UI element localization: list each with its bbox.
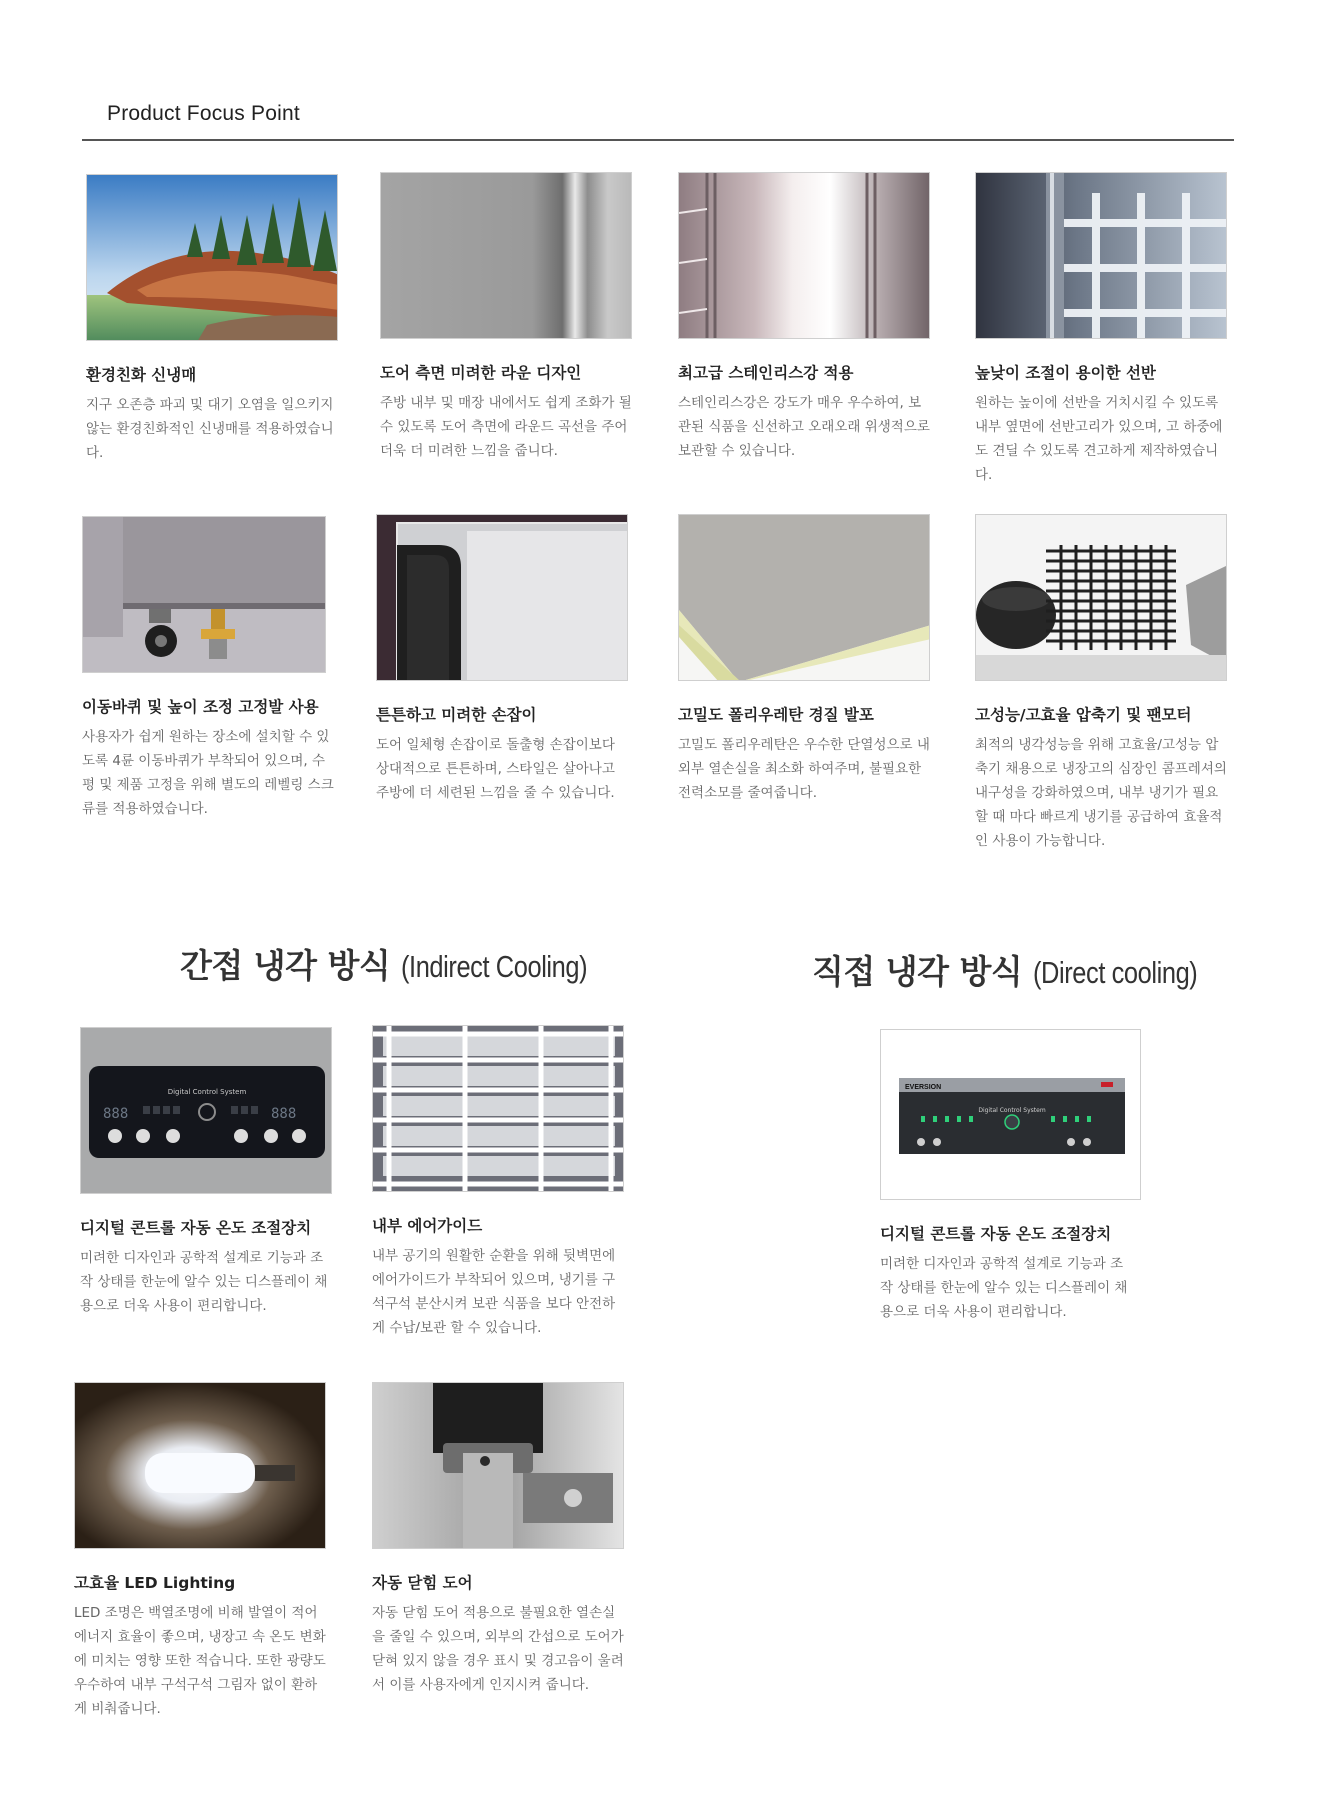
feature-card <box>678 514 940 805</box>
feature-title: 최고급 스테인리스강 적용 <box>678 364 854 382</box>
indirect-item <box>372 1382 634 1697</box>
item-desc: 자동 닫힘 도어 적용으로 불필요한 열손실을 줄일 수 있으며, 외부의 간섭으로 도어가 닫혀 있지 않을 경우 표시 및 경고음이 울려서 이를 사용자에게 인지시켜 줍니다. <box>372 1605 624 1693</box>
item-title: 자동 닫힘 도어 <box>372 1574 473 1592</box>
indirect-item <box>74 1382 336 1721</box>
indirect-item <box>372 1025 634 1340</box>
header-divider <box>82 139 1234 141</box>
compressor-photo <box>975 514 1227 681</box>
item-desc: 미려한 디자인과 공학적 설계로 기능과 조작 상태를 한눈에 알수 있는 디스플레이 채용으로 더욱 사용이 편리합니다. <box>80 1250 328 1314</box>
item-title: 디지털 콘트롤 자동 온도 조절장치 <box>80 1219 312 1237</box>
direct-control-photo <box>880 1029 1141 1200</box>
shelf-photo <box>975 172 1227 339</box>
item-desc: 미려한 디자인과 공학적 설계로 기능과 조작 상태를 한눈에 알수 있는 디스플레이 채용으로 더욱 사용이 편리합니다. <box>880 1256 1128 1320</box>
item-title: 내부 에어가이드 <box>372 1217 483 1235</box>
feature-title: 이동바퀴 및 높이 조정 고정발 사용 <box>82 698 319 716</box>
indirect-title-ko: 간접 냉각 방식 <box>180 946 391 985</box>
feature-card <box>380 172 642 463</box>
led-photo <box>74 1382 326 1549</box>
feature-desc: 도어 일체형 손잡이로 돌출형 손잡이보다 상대적으로 튼튼하며, 스타일은 살아나고 주방에 더 세련된 느낌을 줄 수 있습니다. <box>376 737 615 801</box>
handle-photo <box>376 514 628 681</box>
item-desc: 내부 공기의 원활한 순환을 위해 뒷벽면에 에어가이드가 부착되어 있으며, 냉기를 구석구석 분산시켜 보관 식품을 보다 안전하게 수납/보관 할 수 있습니다. <box>372 1248 616 1336</box>
direct-cooling-title <box>812 946 1234 993</box>
feature-desc: 최적의 냉각성능을 위해 고효율/고성능 압축기 채용으로 냉장고의 심장인 콤프레셔의 내구성을 강화하였으며, 내부 냉기가 필요할 때 마다 빠르게 냉기를 공급하여 효율적인 사용이 가능합니다. <box>975 737 1227 849</box>
feature-desc: 주방 내부 및 매장 내에서도 쉽게 조화가 될 수 있도록 도어 측면에 라운드 곡선을 주어 더욱 더 미려한 느낌을 줍니다. <box>380 395 632 459</box>
feature-title: 고밀도 폴리우레탄 경질 발포 <box>678 706 874 724</box>
caster-photo <box>82 516 326 673</box>
feature-desc: 사용자가 쉽게 원하는 장소에 설치할 수 있도록 4륜 이동바퀴가 부착되어 있으며, 수평 및 제품 고정을 위해 별도의 레벨링 스크류를 적용하였습니다. <box>82 729 334 817</box>
indirect-cooling-title <box>180 940 628 987</box>
item-title: 고효율 LED Lighting <box>74 1574 236 1592</box>
feature-title: 튼튼하고 미려한 손잡이 <box>376 706 537 724</box>
panel-digits-right: 888 <box>271 1106 297 1122</box>
page-title: Product Focus Point <box>107 102 300 125</box>
item-desc: LED 조명은 백열조명에 비해 발열이 적어 에너지 효율이 좋으며, 냉장고 속 온도 변화에 미치는 영향 또한 적습니다. 또한 광량도 우수하여 내부 구석구석 그림자 없이 환하게 비춰줍니다. <box>74 1605 326 1717</box>
feature-card <box>678 172 940 463</box>
feature-card <box>82 516 344 821</box>
direct-panel-label: Digital Control System <box>978 1107 1046 1114</box>
indirect-item <box>80 1027 342 1318</box>
feature-title: 환경친화 신냉매 <box>86 366 197 384</box>
hinge-photo <box>372 1382 624 1549</box>
door-side-photo <box>380 172 632 339</box>
item-title: 디지털 콘트롤 자동 온도 조절장치 <box>880 1225 1112 1243</box>
feature-desc: 지구 오존층 파괴 및 대기 오염을 일으키지 않는 환경친화적인 신냉매를 적용하였습니다. <box>86 397 334 461</box>
control-panel-photo <box>80 1027 332 1194</box>
panel-digits-left: 888 <box>103 1106 129 1122</box>
feature-desc: 스테인리스강은 강도가 매우 우수하여, 보관된 식품을 신선하고 오래오래 위생적으로 보관할 수 있습니다. <box>678 395 930 459</box>
feature-title: 도어 측면 미려한 라운 디자인 <box>380 364 582 382</box>
feature-title: 높낮이 조절이 용이한 선반 <box>975 364 1156 382</box>
indirect-title-en: (Indirect Cooling) <box>401 949 588 984</box>
feature-card <box>975 514 1237 853</box>
feature-desc: 고밀도 폴리우레탄은 우수한 단열성으로 내외부 열손실을 최소화 하여주며, 불필요한 전력소모를 줄여줍니다. <box>678 737 930 801</box>
feature-desc: 원하는 높이에 선반을 거치시킬 수 있도록 내부 옆면에 선반고리가 있으며, 고 하중에도 견딜 수 있도록 견고하게 제작하였습니다. <box>975 395 1223 483</box>
feature-card <box>376 514 638 805</box>
direct-item <box>880 1029 1150 1324</box>
landscape-photo <box>86 174 338 341</box>
feature-title: 고성능/고효율 압축기 및 팬모터 <box>975 706 1192 724</box>
feature-card <box>86 174 348 465</box>
panel-label: Digital Control System <box>167 1088 247 1096</box>
direct-title-en: (Direct cooling) <box>1033 955 1198 990</box>
air-guide-photo <box>372 1025 624 1192</box>
stainless-photo <box>678 172 930 339</box>
insulation-photo <box>678 514 930 681</box>
panel-brand: EVERSION <box>905 1084 942 1091</box>
feature-card <box>975 172 1237 487</box>
direct-title-ko: 직접 냉각 방식 <box>812 952 1023 991</box>
